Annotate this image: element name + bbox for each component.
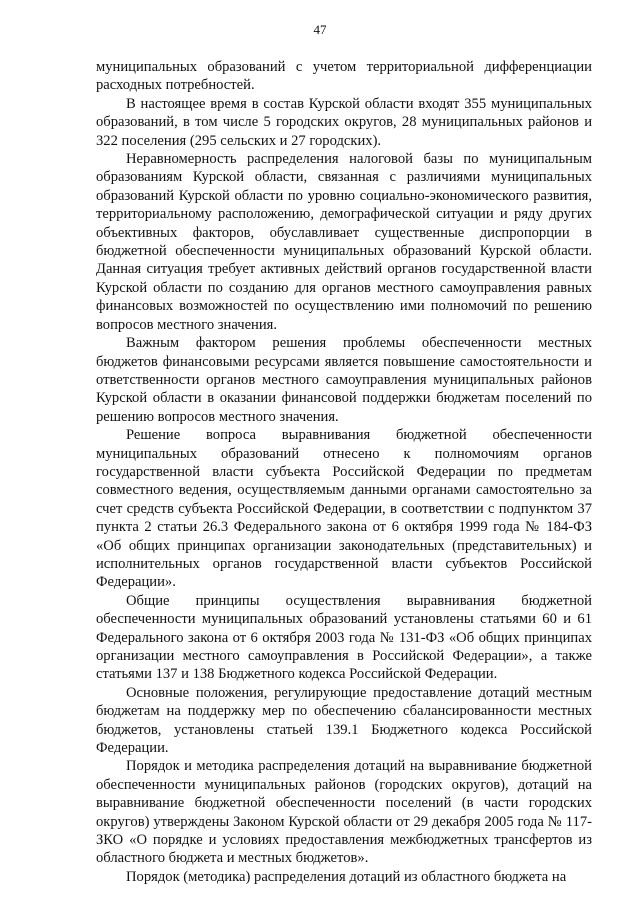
paragraph-1: муниципальных образований с учетом территориальной дифференциации расходных потребностей.: [96, 59, 592, 94]
paragraph-2: В настоящее время в состав Курской области входят 355 муниципальных образований, в том числе 5 городских округов, 28 муниципальных районов и 322 поселения (295 сельских и 27 городских).: [96, 95, 592, 149]
paragraph-9: Порядок (методика) распределения дотаций из областного бюджета на: [126, 868, 567, 885]
paragraph-8: Порядок и методика распределения дотаций на выравнивание бюджетной обеспеченности муниципальных районов (городских округов), дотаций на выравнивание бюджетной обеспеченности поселений (в части городских округов) утверждены Законом Курской области от 29 декабря 2005 года № 117-ЗКО «О порядке и условиях предоставления межбюджетных трансфертов из областного бюджета и местных бюджетов».: [96, 758, 592, 867]
document-body: [96, 58, 592, 886]
paragraph-3: Неравномерность распределения налоговой базы по муниципальным образованиям Курской области, связанная с различиями муниципальных образований Курской области по уровню социально-экономического развития, территориальному расположению, демографической ситуации и ряду других объективных факторов, обуславливает существенные диспропорции в бюджетной обеспеченности муниципальных образований Курской области. Данная ситуация требует активных действий органов государственной власти Курской области по созданию для органов местного самоуправления равных финансовых возможностей по осуществлению ими полномочий по решению вопросов местного значения.: [96, 151, 592, 333]
paragraph-5: Решение вопроса выравнивания бюджетной обеспеченности муниципальных образований отнесено к полномочиям органов государственной власти субъекта Российской Федерации по предметам совместного ведения, осуществляемым данными органами самостоятельно за счет средств субъекта Российской Федерации, в соответствии с подпунктом 37 пункта 2 статьи 26.3 Федерального закона от 6 октября 1999 года № 184-ФЗ «Об общих принципах организации законодательных (представительных) и исполнительных органов государственной власти субъектов Российской Федерации».: [96, 427, 592, 591]
paragraph-4: Важным фактором решения проблемы обеспеченности местных бюджетов финансовыми ресурсами является повышение самостоятельности и ответственности органов местного самоуправления муниципальных районов Курской области в оказании финансовой поддержки бюджетам поселений по решению вопросов местного значения.: [96, 335, 592, 425]
paragraph-6: Общие принципы осуществления выравнивания бюджетной обеспеченности муниципальных образований установлены статьями 60 и 61 Федерального закона от 6 октября 2003 года № 131-ФЗ «Об общих принципах организации местного самоуправления в Российской Федерации», а также статьями 137 и 138 Бюджетного кодекса Российской Федерации.: [96, 592, 592, 683]
page-number: 47: [313, 22, 327, 37]
paragraph-7: Основные положения, регулирующие предоставление дотаций местным бюджетам на поддержку мер по обеспечению сбалансированности местных бюджетов, установлены статьей 139.1 Бюджетного кодекса Российской Федерации.: [96, 684, 592, 757]
